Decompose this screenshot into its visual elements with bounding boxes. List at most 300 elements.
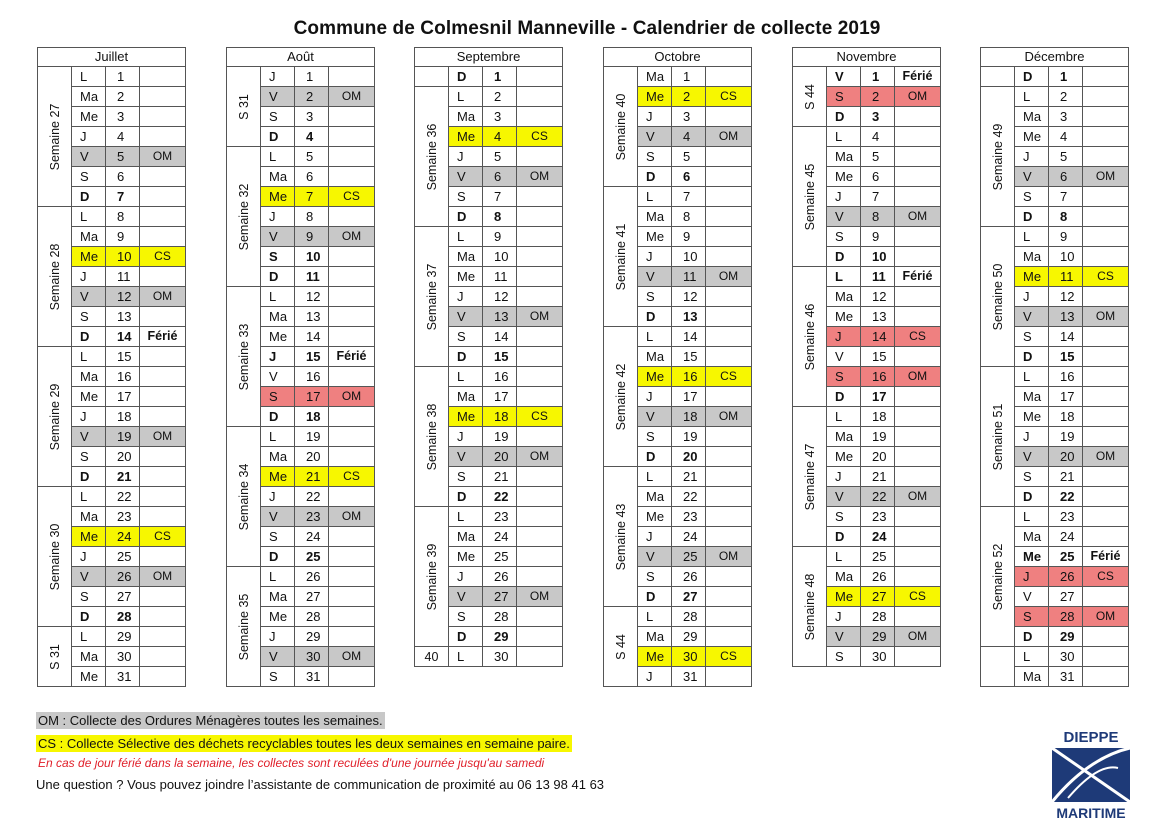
day-name: D — [72, 467, 106, 486]
month-header: Décembre — [981, 48, 1128, 67]
day-name: J — [449, 427, 483, 446]
collection-tag — [329, 447, 374, 466]
day-row — [72, 627, 185, 647]
day-name: Me — [1015, 127, 1049, 146]
day-name: L — [827, 547, 861, 566]
day-row — [72, 427, 185, 447]
collection-tag — [329, 127, 374, 146]
week-label: S 44 — [802, 83, 817, 110]
day-row — [827, 227, 940, 247]
week-label: Semaine 32 — [236, 183, 251, 250]
day-number: 19 — [295, 427, 329, 446]
day-name: L — [638, 607, 672, 626]
day-name: D — [449, 67, 483, 86]
day-number: 11 — [672, 267, 706, 286]
collection-tag — [517, 507, 562, 526]
day-name: Ma — [72, 367, 106, 386]
collection-tag — [517, 267, 562, 286]
day-number: 8 — [483, 207, 517, 226]
day-name: J — [1015, 427, 1049, 446]
day-name: D — [261, 407, 295, 426]
collection-tag — [1083, 287, 1128, 306]
day-row — [1015, 667, 1128, 687]
day-row — [261, 167, 374, 187]
week-label-cell — [981, 67, 1015, 87]
collection-tag: OM — [517, 587, 562, 606]
day-name: L — [72, 347, 106, 366]
day-name: L — [638, 467, 672, 486]
day-name: V — [449, 587, 483, 606]
collection-tag — [706, 307, 751, 326]
day-row — [827, 147, 940, 167]
day-name: S — [449, 327, 483, 346]
day-name: Me — [1015, 407, 1049, 426]
collection-tag — [517, 367, 562, 386]
day-row — [72, 607, 185, 627]
collection-tag — [1083, 127, 1128, 146]
day-row — [449, 447, 562, 467]
day-row — [1015, 587, 1128, 607]
legend-cs: CS : Collecte Sélective des déchets recyclables toutes les deux semaines en semaine paire. — [38, 736, 570, 751]
day-name: V — [638, 407, 672, 426]
day-name: D — [638, 167, 672, 186]
day-name: D — [72, 187, 106, 206]
day-row — [638, 307, 751, 327]
day-name: D — [449, 487, 483, 506]
day-row — [449, 547, 562, 567]
collection-tag — [329, 427, 374, 446]
day-row — [261, 667, 374, 687]
collection-tag: OM — [706, 127, 751, 146]
day-number: 13 — [1049, 307, 1083, 326]
day-row — [449, 647, 562, 667]
collection-tag — [1083, 407, 1128, 426]
collection-tag — [706, 327, 751, 346]
collection-tag — [140, 207, 185, 226]
collection-tag — [706, 247, 751, 266]
day-number: 6 — [483, 167, 517, 186]
day-name: V — [1015, 447, 1049, 466]
day-row — [261, 347, 374, 367]
day-name: Me — [72, 247, 106, 266]
collection-tag — [706, 567, 751, 586]
day-number: 21 — [1049, 467, 1083, 486]
week-label: Semaine 38 — [424, 403, 439, 470]
day-row — [72, 547, 185, 567]
collection-tag — [517, 187, 562, 206]
day-row — [1015, 447, 1128, 467]
collection-tag: OM — [895, 367, 940, 386]
day-name: L — [449, 227, 483, 246]
day-number: 23 — [672, 507, 706, 526]
collection-tag: OM — [1083, 607, 1128, 626]
day-name: J — [638, 667, 672, 686]
day-row — [1015, 187, 1128, 207]
collection-tag — [517, 567, 562, 586]
day-number: 19 — [861, 427, 895, 446]
collection-tag — [895, 567, 940, 586]
day-number: 8 — [295, 207, 329, 226]
day-number: 2 — [106, 87, 140, 106]
day-number: 11 — [483, 267, 517, 286]
collection-tag — [895, 287, 940, 306]
collection-tag — [140, 667, 185, 686]
day-number: 16 — [672, 367, 706, 386]
week-label: Semaine 37 — [424, 263, 439, 330]
day-row — [72, 327, 185, 347]
collection-tag — [895, 467, 940, 486]
day-row — [827, 387, 940, 407]
day-number: 10 — [1049, 247, 1083, 266]
collection-tag — [140, 407, 185, 426]
day-name: D — [638, 447, 672, 466]
day-row — [261, 127, 374, 147]
collection-tag — [517, 327, 562, 346]
day-row — [1015, 507, 1128, 527]
day-name: J — [827, 187, 861, 206]
week-label: Semaine 50 — [990, 263, 1005, 330]
collection-tag — [140, 367, 185, 386]
month-4 — [792, 47, 941, 667]
day-row — [449, 527, 562, 547]
day-name: Ma — [261, 167, 295, 186]
collection-tag: CS — [1083, 267, 1128, 286]
week-label: Semaine 30 — [47, 523, 62, 590]
day-row — [1015, 407, 1128, 427]
day-number: 20 — [672, 447, 706, 466]
month-header: Octobre — [604, 48, 751, 67]
day-name: V — [72, 427, 106, 446]
day-number: 30 — [106, 647, 140, 666]
day-name: J — [827, 327, 861, 346]
day-row — [261, 367, 374, 387]
day-name: D — [827, 247, 861, 266]
day-name: D — [827, 527, 861, 546]
day-name: Ma — [1015, 387, 1049, 406]
week-label-cell — [981, 367, 1015, 507]
day-name: D — [827, 387, 861, 406]
collection-tag — [329, 407, 374, 426]
day-name: Ma — [827, 147, 861, 166]
day-name: L — [261, 287, 295, 306]
day-number: 21 — [861, 467, 895, 486]
collection-tag — [517, 347, 562, 366]
day-row — [261, 647, 374, 667]
day-row — [827, 547, 940, 567]
day-row — [449, 487, 562, 507]
day-row — [638, 167, 751, 187]
collection-tag: CS — [140, 527, 185, 546]
day-name: Me — [827, 307, 861, 326]
day-name: V — [72, 567, 106, 586]
day-number: 20 — [483, 447, 517, 466]
day-name: D — [72, 607, 106, 626]
day-number: 28 — [861, 607, 895, 626]
week-label-cell — [227, 147, 261, 287]
week-label-cell — [415, 647, 449, 667]
day-number: 3 — [295, 107, 329, 126]
day-row — [638, 487, 751, 507]
day-name: D — [261, 267, 295, 286]
day-row — [638, 347, 751, 367]
collection-tag — [1083, 367, 1128, 386]
collection-tag: OM — [329, 227, 374, 246]
day-name: S — [827, 87, 861, 106]
collection-tag: CS — [706, 87, 751, 106]
day-name: V — [1015, 307, 1049, 326]
collection-tag — [517, 87, 562, 106]
day-name: V — [261, 227, 295, 246]
day-number: 15 — [295, 347, 329, 366]
day-row — [1015, 167, 1128, 187]
day-number: 8 — [1049, 207, 1083, 226]
collection-tag: OM — [329, 387, 374, 406]
day-name: V — [72, 147, 106, 166]
day-name: Ma — [638, 207, 672, 226]
day-row — [72, 107, 185, 127]
day-name: V — [449, 447, 483, 466]
day-number: 24 — [483, 527, 517, 546]
day-number: 9 — [672, 227, 706, 246]
collection-tag — [517, 627, 562, 646]
day-row — [827, 507, 940, 527]
week-label-cell — [38, 347, 72, 487]
week-label: Semaine 45 — [802, 163, 817, 230]
day-row — [638, 107, 751, 127]
day-name: Me — [449, 407, 483, 426]
day-row — [827, 247, 940, 267]
collection-tag — [706, 147, 751, 166]
collection-tag — [329, 607, 374, 626]
day-name: J — [449, 287, 483, 306]
day-name: D — [261, 127, 295, 146]
day-row — [1015, 607, 1128, 627]
day-row — [827, 487, 940, 507]
collection-tag — [517, 527, 562, 546]
week-label-cell — [415, 67, 449, 87]
day-row — [261, 87, 374, 107]
day-name: Ma — [1015, 527, 1049, 546]
week-label-cell — [604, 187, 638, 327]
day-name: J — [261, 627, 295, 646]
day-number: 2 — [861, 87, 895, 106]
day-number: 4 — [1049, 127, 1083, 146]
day-name: D — [638, 587, 672, 606]
day-number: 2 — [1049, 87, 1083, 106]
collection-tag — [706, 447, 751, 466]
collection-tag — [706, 387, 751, 406]
day-row — [1015, 307, 1128, 327]
day-number: 23 — [1049, 507, 1083, 526]
month-0 — [37, 47, 186, 687]
month-5 — [980, 47, 1129, 687]
day-row — [72, 527, 185, 547]
day-name: S — [72, 307, 106, 326]
day-number: 22 — [483, 487, 517, 506]
day-name: S — [1015, 327, 1049, 346]
day-number: 13 — [295, 307, 329, 326]
day-row — [72, 87, 185, 107]
week-label: Semaine 49 — [990, 123, 1005, 190]
week-label-cell — [38, 487, 72, 627]
page-title: Commune de Colmesnil Manneville - Calendrier de collecte 2019 — [293, 18, 881, 39]
day-name: S — [638, 147, 672, 166]
day-row — [827, 287, 940, 307]
collection-tag — [140, 387, 185, 406]
week-label-cell — [981, 507, 1015, 647]
day-row — [261, 587, 374, 607]
day-name: V — [827, 627, 861, 646]
collection-tag — [895, 107, 940, 126]
day-number: 29 — [861, 627, 895, 646]
week-label: S 44 — [613, 633, 628, 660]
day-number: 6 — [295, 167, 329, 186]
day-name: Ma — [1015, 107, 1049, 126]
day-row — [72, 227, 185, 247]
week-label: Semaine 35 — [236, 593, 251, 660]
day-row — [827, 647, 940, 667]
collection-tag — [706, 487, 751, 506]
collection-tag — [895, 167, 940, 186]
collection-tag — [517, 247, 562, 266]
day-number: 10 — [106, 247, 140, 266]
day-number: 4 — [106, 127, 140, 146]
day-row — [827, 627, 940, 647]
day-number: 16 — [295, 367, 329, 386]
collection-tag: OM — [1083, 167, 1128, 186]
collection-tag — [140, 107, 185, 126]
day-number: 9 — [106, 227, 140, 246]
day-row — [1015, 107, 1128, 127]
day-name: Ma — [261, 447, 295, 466]
day-number: 19 — [1049, 427, 1083, 446]
day-row — [638, 627, 751, 647]
day-row — [449, 367, 562, 387]
day-number: 25 — [861, 547, 895, 566]
day-name: J — [72, 267, 106, 286]
day-name: J — [261, 207, 295, 226]
day-number: 31 — [672, 667, 706, 686]
day-number: 3 — [1049, 107, 1083, 126]
day-number: 30 — [295, 647, 329, 666]
day-row — [1015, 67, 1128, 87]
day-row — [261, 247, 374, 267]
day-row — [449, 467, 562, 487]
day-number: 9 — [861, 227, 895, 246]
collection-tag — [517, 107, 562, 126]
day-row — [827, 267, 940, 287]
day-number: 17 — [861, 387, 895, 406]
collection-tag — [706, 627, 751, 646]
week-label-cell — [793, 407, 827, 547]
week-label-cell — [415, 87, 449, 227]
day-name: V — [638, 127, 672, 146]
collection-tag: OM — [140, 287, 185, 306]
day-name: D — [449, 627, 483, 646]
day-number: 7 — [295, 187, 329, 206]
day-name: Ma — [1015, 247, 1049, 266]
day-number: 7 — [672, 187, 706, 206]
collection-tag: CS — [706, 647, 751, 666]
day-row — [638, 547, 751, 567]
day-name: D — [1015, 627, 1049, 646]
collection-tag: OM — [895, 627, 940, 646]
collection-tag: OM — [895, 207, 940, 226]
week-label: S 31 — [47, 643, 62, 670]
collection-tag — [517, 207, 562, 226]
day-number: 15 — [106, 347, 140, 366]
day-row — [261, 287, 374, 307]
day-name: V — [827, 347, 861, 366]
day-name: Ma — [827, 287, 861, 306]
day-name: L — [1015, 507, 1049, 526]
day-name: D — [1015, 67, 1049, 86]
collection-tag: CS — [517, 127, 562, 146]
collection-tag — [517, 287, 562, 306]
day-row — [1015, 287, 1128, 307]
day-name: V — [827, 207, 861, 226]
day-name: J — [638, 247, 672, 266]
collection-tag: CS — [329, 187, 374, 206]
day-number: 11 — [295, 267, 329, 286]
day-row — [638, 567, 751, 587]
week-label-cell — [604, 607, 638, 687]
day-row — [449, 607, 562, 627]
day-row — [1015, 127, 1128, 147]
week-label: Semaine 34 — [236, 463, 251, 530]
day-row — [638, 267, 751, 287]
day-number: 1 — [106, 67, 140, 86]
day-name: S — [449, 607, 483, 626]
collection-tag — [1083, 487, 1128, 506]
collection-tag: CS — [517, 407, 562, 426]
day-number: 28 — [672, 607, 706, 626]
day-row — [827, 367, 940, 387]
day-row — [827, 167, 940, 187]
day-number: 29 — [106, 627, 140, 646]
day-row — [827, 347, 940, 367]
day-name: L — [827, 127, 861, 146]
collection-tag: OM — [706, 407, 751, 426]
day-name: J — [449, 567, 483, 586]
day-name: S — [72, 447, 106, 466]
day-number: 17 — [483, 387, 517, 406]
collection-tag: Férié — [147, 329, 178, 343]
day-row — [261, 467, 374, 487]
day-row — [638, 607, 751, 627]
day-number: 14 — [861, 327, 895, 346]
day-name: S — [261, 387, 295, 406]
day-number: 27 — [1049, 587, 1083, 606]
day-name: Ma — [638, 627, 672, 646]
day-number: 14 — [483, 327, 517, 346]
day-row — [638, 247, 751, 267]
collection-tag — [706, 187, 751, 206]
day-name: D — [827, 107, 861, 126]
day-name: J — [638, 527, 672, 546]
day-row — [261, 107, 374, 127]
day-number: 29 — [483, 627, 517, 646]
day-number: 31 — [295, 667, 329, 686]
day-name: J — [261, 487, 295, 506]
day-row — [827, 127, 940, 147]
day-number: 26 — [672, 567, 706, 586]
day-name: J — [1015, 567, 1049, 586]
collection-tag — [329, 487, 374, 506]
day-row — [1015, 327, 1128, 347]
legend-holiday-note: En cas de jour férié dans la semaine, les collectes sont reculées d'une journée jusqu'au samedi — [38, 756, 545, 770]
day-name: V — [1015, 587, 1049, 606]
